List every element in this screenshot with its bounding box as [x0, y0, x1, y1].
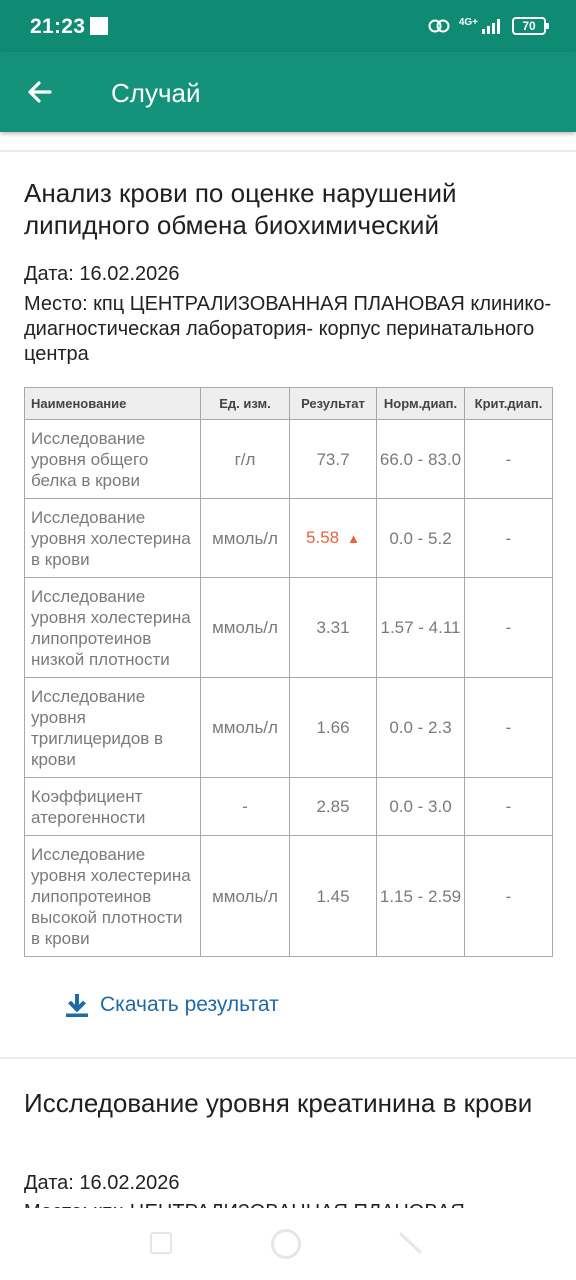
test-result-high [290, 499, 377, 578]
test-norm-range: 66.0 - 83.0 [377, 420, 465, 499]
test-result: 3.31 [290, 578, 377, 678]
test-unit: г/л [201, 420, 290, 499]
status-bar [0, 0, 576, 52]
test-crit-range: - [465, 578, 553, 678]
test-unit: ммоль/л [201, 499, 290, 578]
table-header-row [25, 388, 553, 420]
table-row [25, 778, 553, 836]
test-crit-range: - [465, 678, 553, 778]
page-title: Случай [111, 78, 201, 108]
test-crit-range: - [465, 499, 553, 578]
test-result: 1.45 [290, 836, 377, 957]
download-label: Скачать результат [100, 993, 279, 1016]
network-type: 4G+ [458, 17, 478, 28]
recent-apps-button[interactable] [150, 1232, 172, 1254]
table-row [25, 678, 553, 778]
signal-icon [459, 18, 504, 34]
nav-back-button[interactable] [398, 1230, 424, 1256]
hotspot-icon [427, 18, 451, 34]
test-crit-range: - [465, 420, 553, 499]
test-result: 73.7 [290, 420, 377, 499]
column-header: Результат [290, 388, 377, 420]
test-norm-range: 0.0 - 3.0 [377, 778, 465, 836]
test-norm-range: 1.15 - 2.59 [377, 836, 465, 957]
test-unit: ммоль/л [201, 678, 290, 778]
column-header: Крит.диап. [465, 388, 553, 420]
test-unit: ммоль/л [201, 836, 290, 957]
table-row [25, 836, 553, 957]
back-button[interactable] [22, 74, 58, 110]
divider [0, 1057, 576, 1059]
test-name: Исследование уровня холестерина в крови [25, 499, 201, 578]
test-unit: - [201, 778, 290, 836]
status-time: 21:23 [30, 15, 86, 38]
table-row [25, 578, 553, 678]
test-result: 1.66 [290, 678, 377, 778]
analysis-place: Место: кпц ЦЕНТРАЛИЗОВАННАЯ ПЛАНОВАЯ клинико-диагностическая лаборатория- корпус перинатального центра [24, 293, 552, 365]
column-header: Ед. изм. [201, 388, 290, 420]
download-icon [64, 992, 90, 1018]
battery-level: 70 [522, 19, 536, 33]
test-norm-range: 0.0 - 5.2 [377, 499, 465, 578]
notification-icon [90, 17, 108, 35]
column-header: Норм.диап. [377, 388, 465, 420]
arrow-up-icon: ▲ [347, 531, 360, 546]
test-norm-range: 0.0 - 2.3 [377, 678, 465, 778]
test-result: 2.85 [290, 778, 377, 836]
test-name: Исследование уровня общего белка в крови [25, 420, 201, 499]
home-button[interactable] [271, 1229, 301, 1259]
results-table [24, 387, 553, 957]
analysis-title: Анализ крови по оценке нарушений липидного обмена биохимический [24, 178, 457, 240]
analysis-date: Дата: 16.02.2026 [24, 1172, 180, 1194]
divider [0, 150, 576, 152]
analysis-date: Дата: 16.02.2026 [24, 263, 180, 285]
battery-icon [512, 17, 546, 35]
analysis-title: Исследование уровня креатинина в крови [24, 1088, 533, 1118]
test-name: Коэффициент атерогенности [25, 778, 201, 836]
test-unit: ммоль/л [201, 578, 290, 678]
table-row [25, 420, 553, 499]
test-crit-range: - [465, 778, 553, 836]
status-icons [427, 16, 546, 36]
test-name: Исследование уровня триглицеридов в крови [25, 678, 201, 778]
test-crit-range: - [465, 836, 553, 957]
column-header: Наименование [25, 388, 201, 420]
test-norm-range: 1.57 - 4.11 [377, 578, 465, 678]
test-name: Исследование уровня холестерина липопротеинов низкой плотности [25, 578, 201, 678]
arrow-left-icon [26, 78, 54, 106]
app-bar [0, 52, 576, 132]
test-name: Исследование уровня холестерина липопротеинов высокой плотности в крови [25, 836, 201, 957]
system-nav-bar [0, 1208, 576, 1280]
download-result-button[interactable] [64, 992, 279, 1018]
result-value: 5.58 [306, 528, 340, 547]
case-content[interactable] [0, 132, 576, 1208]
table-row [25, 499, 553, 578]
